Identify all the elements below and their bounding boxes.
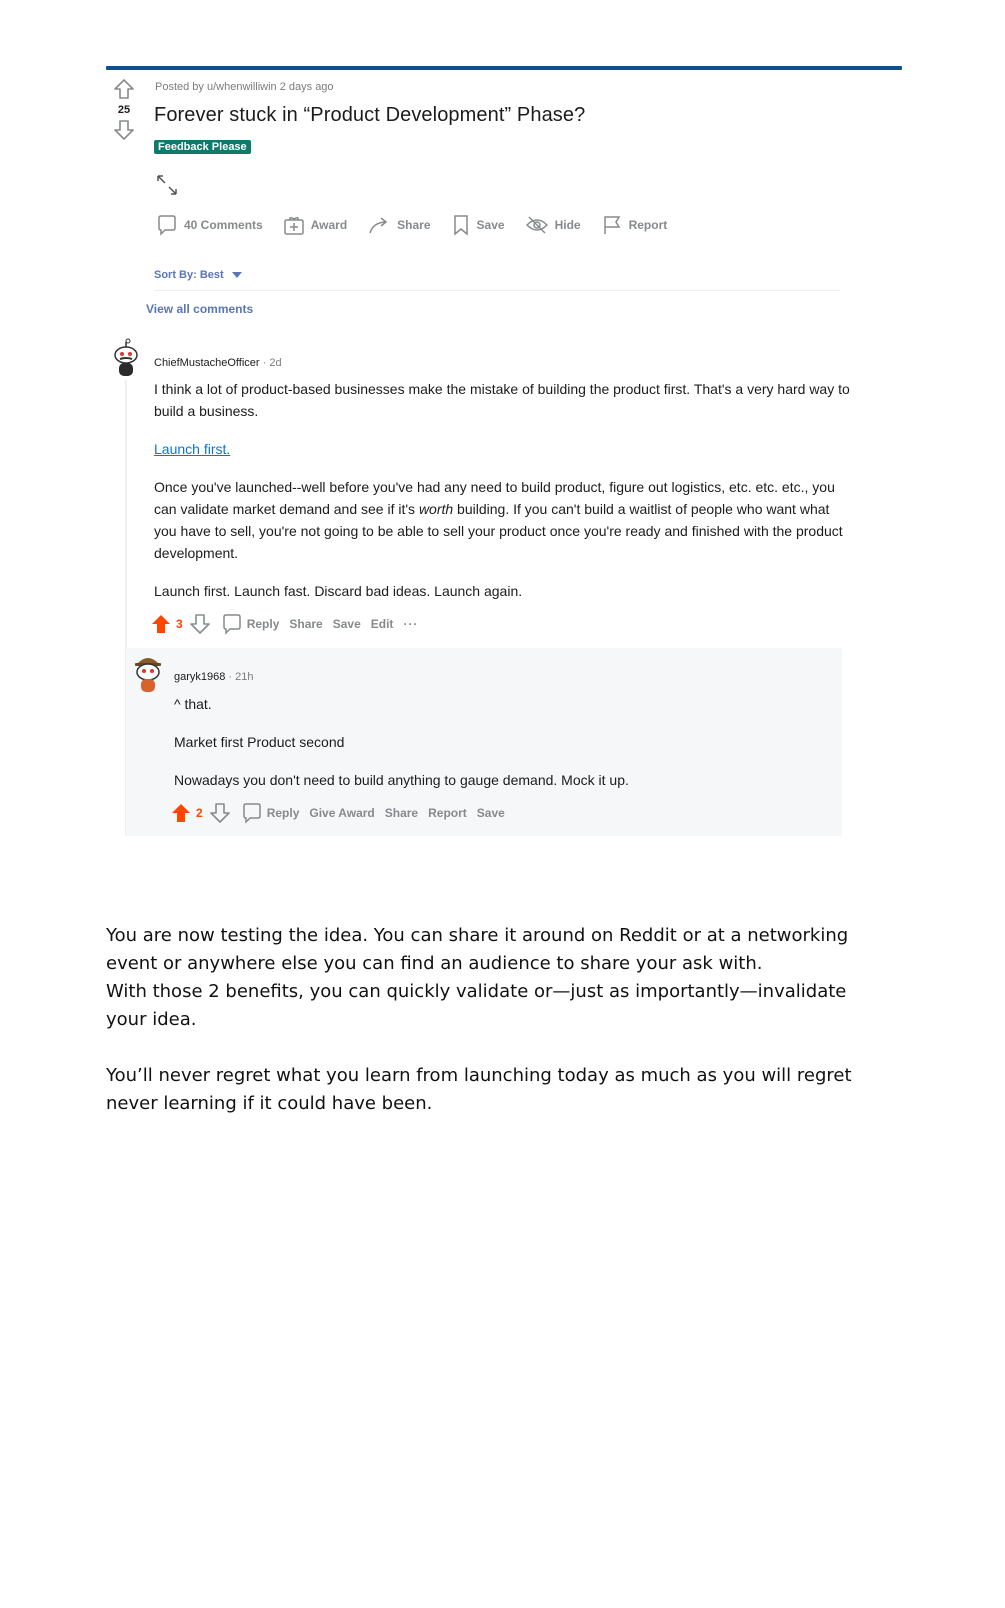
save-button[interactable]: Save: [476, 806, 505, 820]
comment-paragraph: ^ that.: [174, 696, 212, 712]
eye-slash-icon: [525, 214, 549, 236]
reply-button[interactable]: Reply: [246, 617, 280, 631]
post-actions: [156, 214, 687, 236]
upvote-icon[interactable]: [113, 78, 135, 100]
hide-label: Hide: [554, 218, 581, 232]
comment-icon: [241, 802, 263, 824]
post-vote-column: [106, 78, 142, 141]
comment-header: [174, 671, 254, 683]
comment-author[interactable]: ChiefMustacheOfficer: [154, 357, 260, 369]
article-paragraph: You are now testing the idea. You can share it around on Reddit or at a networking event or anywhere else you can find an audience to share your ask with.: [106, 925, 849, 974]
sort-label: Sort By: Best: [154, 269, 224, 281]
award-label: Award: [310, 218, 348, 232]
comment-paragraph: Market first Product second: [174, 734, 345, 750]
post-title[interactable]: Forever stuck in “Product Development” Phase?: [154, 104, 586, 126]
comment-score: 2: [196, 806, 203, 820]
gift-icon: [283, 214, 305, 236]
comment-score: 3: [176, 617, 183, 631]
article-paragraph: With those 2 benefits, you can quickly validate or—just as importantly—invalidate your idea.: [106, 981, 847, 1030]
share-label: Share: [397, 218, 431, 232]
comment-paragraph: Once you've launched--well before you've had any need to build product, figure out logistics, etc. etc. etc., you can validate market demand and see if it's worth building. If you can't build a waitlist of people who want what you have to sell, you're not going to be able to sell your product once you're ready and finished with the product development.: [154, 479, 843, 561]
sort-dropdown[interactable]: [154, 269, 242, 281]
comment-paragraph: Nowadays you don't need to build anything to gauge demand. Mock it up.: [174, 772, 629, 788]
hide-button[interactable]: [525, 214, 581, 236]
caret-down-icon: [232, 272, 242, 278]
edit-button[interactable]: Edit: [370, 617, 394, 631]
snoo-avatar-icon[interactable]: [110, 338, 142, 378]
share-button[interactable]: Share: [384, 806, 419, 820]
comment-time: · 21h: [228, 671, 254, 683]
more-options-button[interactable]: ···: [403, 617, 419, 631]
comment-icon: [221, 613, 243, 635]
launch-first-link[interactable]: Launch first.: [154, 441, 231, 457]
upvote-filled-icon[interactable]: [170, 802, 192, 824]
comment-paragraph: I think a lot of product-based businesses make the mistake of building the product first. That's a very hard way to build a business.: [154, 381, 850, 419]
post-top-bar: [106, 66, 902, 70]
article-paragraph: You’ll never regret what you learn from launching today as much as you will regret never learning if it could have been.: [106, 1065, 852, 1114]
post-score: 25: [117, 104, 131, 116]
comments-label: 40 Comments: [184, 218, 263, 232]
share-button[interactable]: Share: [289, 617, 323, 631]
report-label: Report: [628, 218, 668, 232]
view-all-comments-link[interactable]: View all comments: [146, 302, 254, 316]
comment-icon: [156, 214, 178, 236]
posted-by[interactable]: Posted by u/whenwilliwin 2 days ago: [155, 81, 334, 93]
comment-author[interactable]: garyk1968: [174, 671, 226, 683]
downvote-icon[interactable]: [189, 613, 211, 635]
report-button[interactable]: [601, 214, 668, 236]
comment-actions: [150, 613, 428, 635]
comment-body: [154, 378, 854, 602]
comment-header: [154, 357, 282, 369]
give-award-button[interactable]: Give Award: [309, 806, 375, 820]
comment-paragraph: Launch first. Launch fast. Discard bad ideas. Launch again.: [154, 583, 523, 599]
expand-icon[interactable]: [156, 174, 180, 198]
report-button[interactable]: Report: [428, 806, 467, 820]
bookmark-icon: [451, 214, 471, 236]
downvote-icon[interactable]: [209, 802, 231, 824]
article-text: [106, 922, 876, 1118]
upvote-filled-icon[interactable]: [150, 613, 172, 635]
comment-actions: [170, 802, 515, 824]
reply-button[interactable]: Reply: [266, 806, 300, 820]
comments-button[interactable]: [156, 214, 263, 236]
share-arrow-icon: [367, 214, 391, 236]
sort-divider: [154, 290, 840, 291]
award-button[interactable]: [283, 214, 347, 236]
comment-body: [174, 693, 834, 791]
save-label: Save: [476, 218, 505, 232]
post-flair[interactable]: Feedback Please: [154, 140, 251, 154]
comment-time: · 2d: [262, 357, 282, 369]
reddit-screenshot: [106, 66, 902, 866]
flag-icon: [601, 214, 623, 236]
share-button[interactable]: [367, 214, 430, 236]
snoo-avatar-icon[interactable]: [132, 654, 164, 694]
downvote-icon[interactable]: [113, 119, 135, 141]
save-button[interactable]: [451, 214, 505, 236]
save-button[interactable]: Save: [332, 617, 361, 631]
